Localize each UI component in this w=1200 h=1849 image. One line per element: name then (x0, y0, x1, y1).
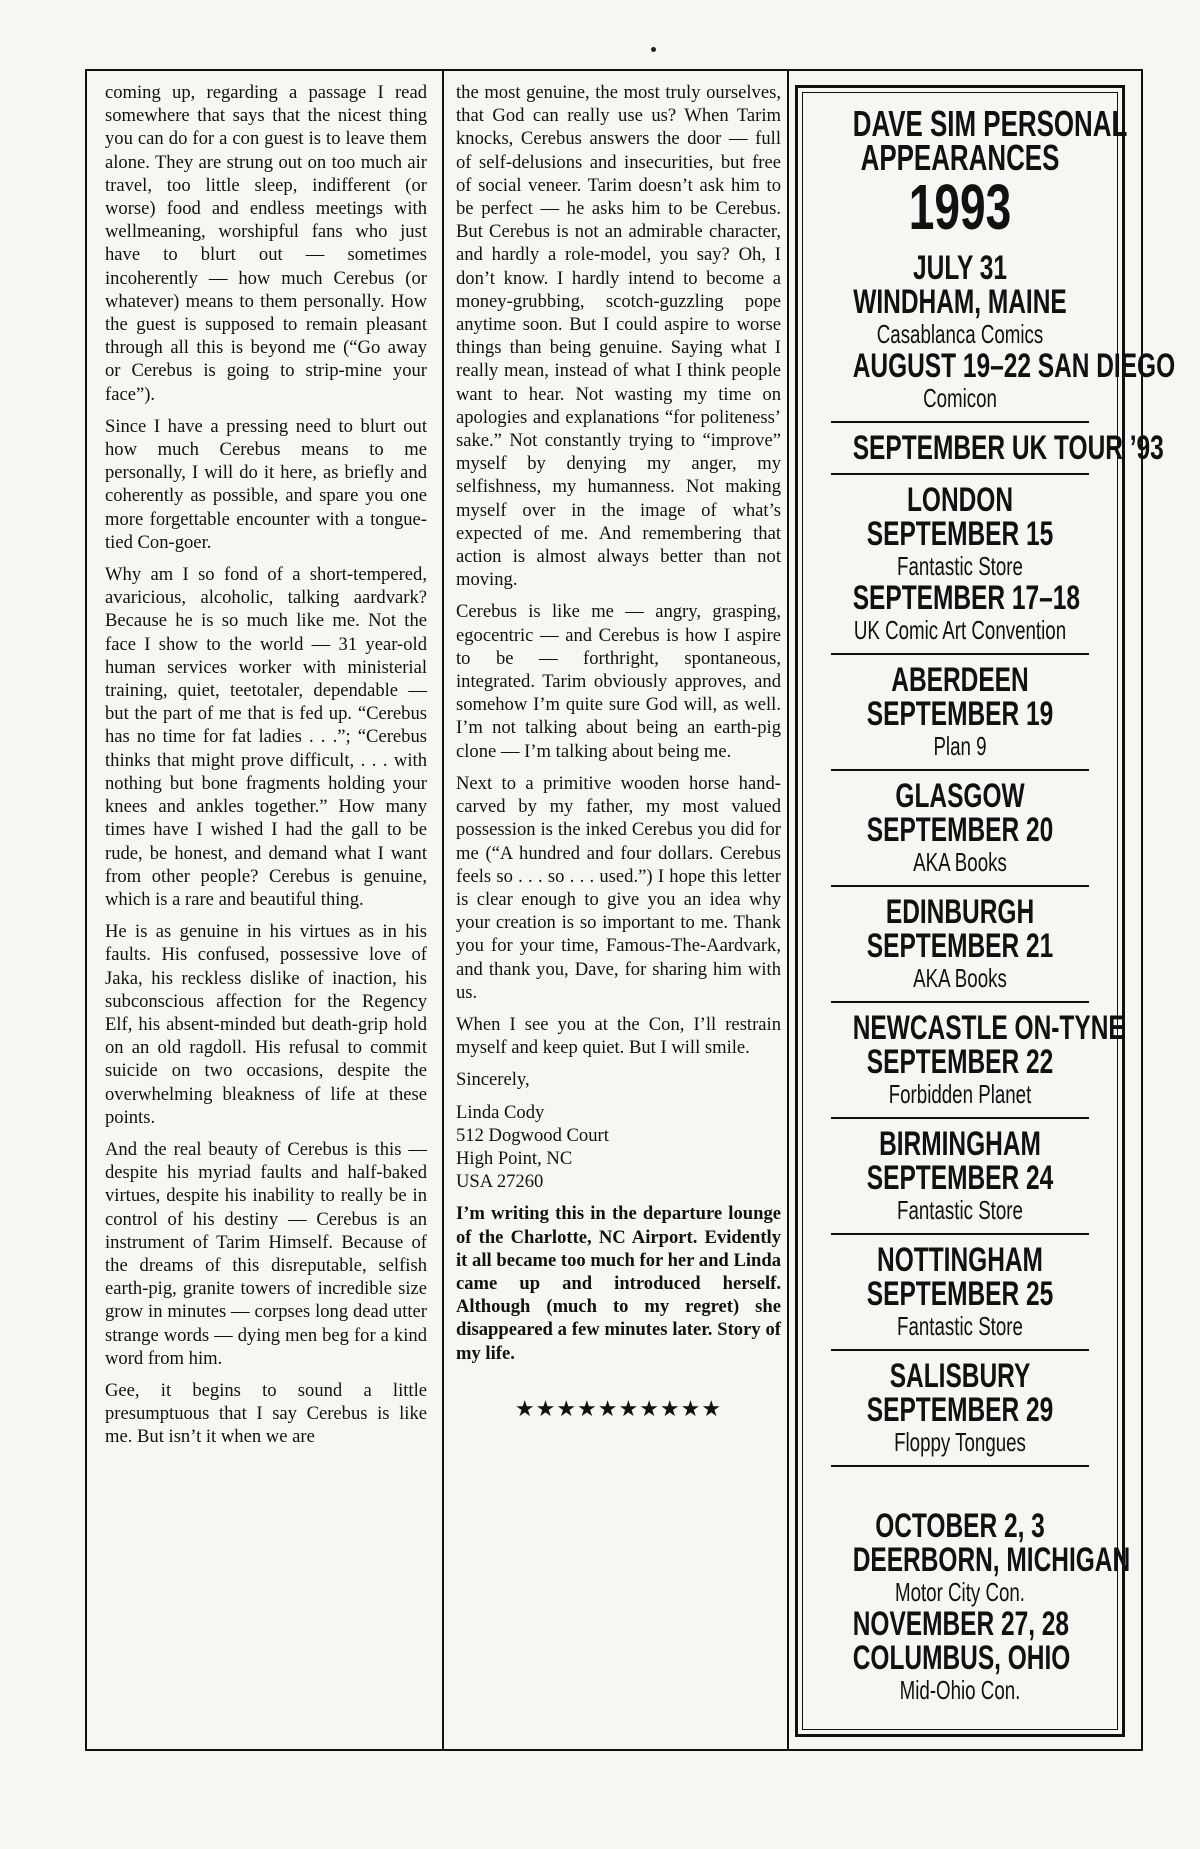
event-venue: Forbidden Planet (888, 1079, 1032, 1109)
paragraph: Since I have a pressing need to blurt out how much Cerebus means to me personally, I will do it here, as briefly and coherently as possible, and spare you one more forgettable encounter with a tongue-tied Con-goer. (105, 415, 427, 553)
signature-zip: USA 27260 (456, 1171, 544, 1193)
event-heading: SEPTEMBER 17–18 (852, 579, 1080, 617)
event-divider (831, 1465, 1089, 1467)
paragraph: And the real beauty of Cerebus is this — despite his myriad faults and half-baked virtues, despite his inability to really be in control of his destiny — Cerebus is an instrument of Tarim Himself. Because of the dreams of this disreputable, selfish earth-pig, granite towers of incredible size grow in minutes — corpses long dead utter strange words — dying men beg for a kind word from him. (105, 1138, 427, 1369)
paragraph: He is as genuine in his virtues as in his faults. His confused, possessive love of Jaka, his reckless dislike of inaction, his subconscious affection for the Regency Elf, his absent-minded but death-grip hold on an old ragdoll. His refusal to commit suicide on two occasions, despite the overwhelming bleakness of life at these points. (105, 921, 427, 1128)
appearances-list (811, 239, 1176, 1713)
signature-street: 512 Dogwood Court (456, 1124, 609, 1146)
event-heading: SEPTEMBER 29 (866, 1391, 1054, 1429)
event-venue: Motor City Con. (894, 1577, 1026, 1607)
event-heading: SEPTEMBER UK TOUR ’93 (852, 429, 1164, 467)
signature-block (456, 1101, 781, 1194)
event-heading: EDINBURGH (885, 893, 1035, 931)
event-group (811, 1235, 1109, 1349)
printing-speck (651, 47, 656, 52)
letter-column-1 (105, 81, 427, 1458)
event-group (811, 887, 1109, 1001)
star-divider: ★★★★★★★★★★ (514, 1395, 723, 1421)
event-venue: Mid-Ohio Con. (899, 1675, 1021, 1705)
event-group (811, 239, 1176, 421)
event-group (811, 1119, 1109, 1233)
event-venue: UK Comic Art Convention (853, 615, 1067, 645)
appearances-header (811, 93, 1128, 243)
appearances-inner (802, 92, 1176, 1730)
event-group (811, 1501, 1131, 1713)
event-heading: BIRMINGHAM (879, 1125, 1041, 1163)
signature-name: Linda Cody (456, 1101, 545, 1123)
paragraph: When I see you at the Con, I’ll restrain myself and keep quiet. But I will smile. (456, 1013, 781, 1059)
event-heading: JULY 31 (913, 249, 1007, 287)
event-heading: NOVEMBER 27, 28 (852, 1605, 1070, 1643)
appearances-year: 1993 (908, 171, 1012, 243)
appearances-box (795, 85, 1176, 1737)
event-venue: Plan 9 (933, 731, 987, 761)
event-heading: GLASGOW (895, 777, 1025, 815)
event-venue: Comicon (923, 383, 997, 413)
event-heading: WINDHAM, MAINE (853, 283, 1067, 321)
paragraph: Next to a primitive wooden horse hand-carved by my father, my most valued possession is the inked Cerebus you did for me (“A hundred and four dollars. Cerebus feels so . . . so . . . used.”) I hope this letter is clear enough to give you an idea why your creation is so important to me. Thank you for your time, Famous-The-Aardvark, and thank you, Dave, for sharing him with us. (456, 772, 781, 1003)
event-heading: AUGUST 19–22 SAN DIEGO (852, 347, 1176, 385)
event-venue: Fantastic Store (897, 551, 1023, 581)
event-group (811, 655, 1109, 769)
letter-column-2 (456, 81, 781, 1420)
event-heading: SEPTEMBER 22 (866, 1043, 1054, 1081)
paragraph: Gee, it begins to sound a little presumptuous that I say Cerebus is like me. But isn’t it when we are (105, 1379, 427, 1448)
event-venue: Fantastic Store (897, 1195, 1023, 1225)
event-heading: NEWCASTLE ON-TYNE (852, 1009, 1125, 1047)
event-venue: AKA Books (913, 847, 1007, 877)
paragraph: coming up, regarding a passage I read somewhere that says that the nicest thing you can do for a con guest is to leave them alone. They are strung out on too much air travel, too little sleep, indifferent (or worse) food and endless meetings with wellmeaning, worshipful fans who just have to blurt out — sometimes incoherently — how much Cerebus (or whatever) means to them personally. How the guest is supposed to remain pleasant through all this is beyond me (“Go away or Cerebus is going to strip-mine your face”). (105, 82, 427, 405)
event-venue: Fantastic Store (897, 1311, 1023, 1341)
appearances-title-line2: APPEARANCES (860, 137, 1060, 178)
event-heading: OCTOBER 2, 3 (875, 1507, 1045, 1545)
signature-city: High Point, NC (456, 1147, 573, 1169)
event-heading: LONDON (906, 481, 1014, 519)
event-heading: NOTTINGHAM (877, 1241, 1043, 1279)
event-heading: SEPTEMBER 25 (866, 1275, 1054, 1313)
editor-reply: I’m writing this in the departure lounge of the Charlotte, NC Airport. Evidently it all became too much for her and Linda came up and introduced herself. Although (much to my regret) she disappeared a few minutes later. Story of my life. (456, 1203, 781, 1364)
event-venue: AKA Books (913, 963, 1007, 993)
event-group (811, 475, 1109, 653)
paragraph: Cerebus is like me — angry, grasping, egocentric — and Cerebus is how I aspire to be — forthright, spontaneous, integrated. Tarim obviously approves, and somehow I’m quite sure God will, as well. I’m not talking about being an earth-pig clone — I’m talking about being me. (456, 601, 781, 762)
event-heading: ABERDEEN (891, 661, 1029, 699)
column-rule-2 (787, 71, 789, 1749)
event-heading: DEERBORN, MICHIGAN (852, 1541, 1131, 1579)
paragraph: the most genuine, the most truly ourselves, that God can really use us? When Tarim knocks, Cerebus answers the door — full of self-delusions and insecurities, but free of social veneer. Tarim doesn’t ask him to be perfect — he asks him to be Cerebus. But Cerebus is not an admirable character, and hardly a role-model, you say? Oh, I don’t know. I hardly intend to become a money-grubbing, scotch-guzzling pope anytime soon. But I could aspire to worse things than being genuine. Saying what I really mean, instead of what I think people want to hear. Not wasting my time on apologies and explanations “for politeness’ sake.” Not constantly trying to “improve” myself by denying my anger, my selfishness, my humanness. Not making myself over in the image of what’s expected of me. And remembering that action is almost always better than not moving. (456, 82, 781, 591)
event-venue: Casablanca Comics (876, 319, 1044, 349)
event-group (811, 1003, 1125, 1117)
signoff: Sincerely, (456, 1069, 530, 1091)
event-group (811, 771, 1109, 885)
event-heading: COLUMBUS, OHIO (852, 1639, 1071, 1677)
event-heading: SALISBURY (889, 1357, 1031, 1395)
paragraph: Why am I so fond of a short-tempered, avaricious, alcoholic, talking aardvark? Because he is so much like me. Not the face I show to the world — 31 year-old human services worker with ministerial training, quiet, teetotaler, dependable — but the part of me that is fed up. “Cerebus has no time for fat ladies . . .”; “Cerebus thinks that might prove difficult, . . . with nothing but bone fragments holding your knees and ankles together.” How many times have I wished I had the gall to be rude, be honest, and demand what I want from other people? Cerebus is genuine, which is a rare and beautiful thing. (105, 564, 427, 910)
event-venue: Floppy Tongues (894, 1427, 1026, 1457)
event-group (811, 423, 1164, 473)
page-frame (85, 69, 1176, 1751)
column-rule-1 (442, 71, 444, 1749)
event-heading: SEPTEMBER 24 (866, 1159, 1054, 1197)
appearances-title-line1: DAVE SIM PERSONAL (852, 103, 1128, 144)
event-heading: SEPTEMBER 15 (866, 515, 1054, 553)
event-group (811, 1351, 1109, 1465)
event-heading: SEPTEMBER 20 (866, 811, 1054, 849)
event-heading: SEPTEMBER 21 (866, 927, 1054, 965)
event-heading: SEPTEMBER 19 (866, 695, 1054, 733)
